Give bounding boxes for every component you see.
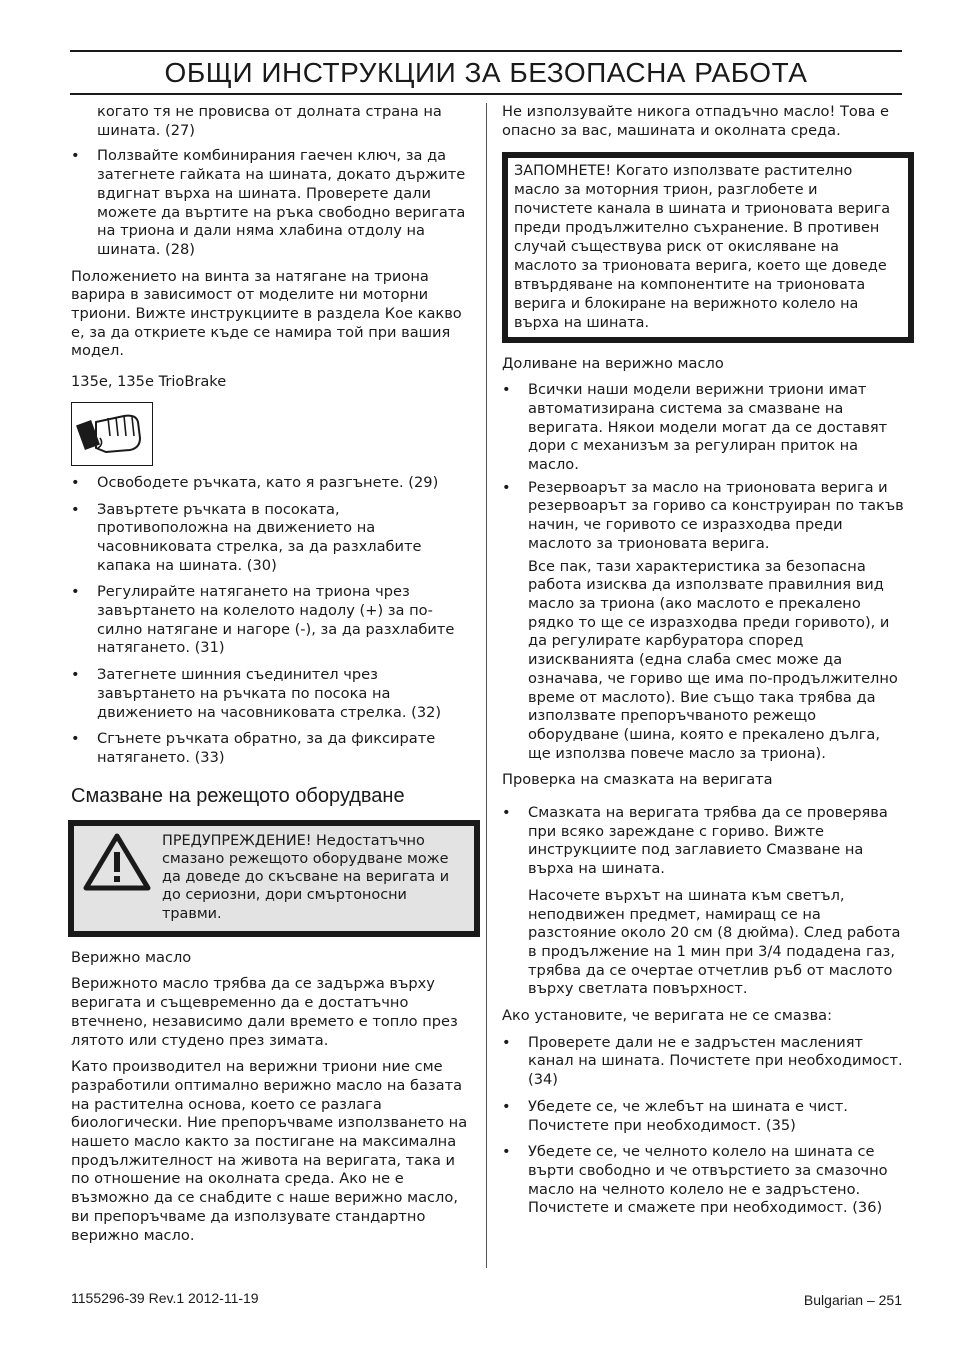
- footer-page-number: Bulgarian – 251: [803, 1292, 902, 1308]
- list-item: [71, 501, 471, 576]
- list-item-text: Освободете ръчката, като я разгънете. (29): [97, 473, 439, 491]
- warning-text: ПРЕДУПРЕЖДЕНИЕ! Недостатъчно смазано режещото оборудване може да доведе до скъсване на веригата и до сериозни, дори смъртоносни травми.: [162, 832, 450, 922]
- list-item: [502, 1034, 904, 1090]
- left-column: [71, 103, 471, 1253]
- page-title: ОБЩИ ИНСТРУКЦИИ ЗА БЕЗОПАСНА РАБОТА: [164, 57, 808, 88]
- bullet-mark: •: [71, 583, 80, 601]
- section-heading: Смазване на режещото оборудване: [71, 784, 405, 807]
- list-item-text: Убедете се, че жлебът на шината е чист. Почистете при необходимост. (35): [528, 1097, 848, 1134]
- paragraph-oil-2: Като производител на верижни триони ние сме разработили оптимално верижно масло на базата на растителна основа, което се разлага биологически. Ние препоръчваме използването на нашето масло както за постигане на максимална продължителност на живота на веригата, така и по отношение на околната среда. Ако не е възможно да се снабдите с наше верижно масло, ви препоръчваме да използувате стандартно верижно масло.: [71, 1058, 468, 1244]
- column-divider: [486, 103, 487, 1268]
- warning-box: [68, 820, 480, 937]
- bullet-mark: •: [71, 666, 80, 684]
- list-item: [502, 1143, 904, 1218]
- list-item-text: Регулирайте натягането на триона чрез завъртането на колелото надолу (+) за по-силно натягане и нагоре (-), за да разхлабите натягането. (31): [97, 583, 455, 657]
- list-item: [71, 730, 471, 767]
- footer-doc-id: 1155296-39 Rev.1 2012-11-19: [71, 1290, 259, 1306]
- header-bottom-rule: [70, 93, 902, 95]
- list-item-text: Сгънете ръчката обратно, за да фиксирате натягането. (33): [97, 730, 436, 766]
- list-item-text: Завъртете ръчката в посоката, противоположна на движението на часовниковата стрелка, за да разхлабите капака на шината. (30): [97, 500, 422, 574]
- subheading-chain-oil: Верижно масло: [71, 948, 192, 966]
- note-box: ЗАПОМНЕТЕ! Когато използвате растително масло за моторния трион, разглобете и почистете канала в шината и трионовата верига преди продължително съхранение. В противен случай съществува риск от окисляване на маслото за трионовата верига, което ще доведе втвърдяване на компонентите на трионовата верига и блокиране на верижното колело на върха на шината.: [502, 152, 914, 342]
- list-item-text: Проверете дали не е задръстен масленият канал на шината. Почистете при необходимост. (34): [528, 1033, 903, 1089]
- list-item-text: Всички наши модели верижни триони имат автоматизирана система за смазване на веригата. Някои модели могат да се доставят дори с механизъм за регулиран приток на масло.: [528, 381, 888, 474]
- list-item: [502, 479, 904, 554]
- list-item: [71, 147, 471, 259]
- bullet-mark: •: [502, 478, 511, 496]
- indented-paragraph: Все пак, тази характеристика за безопасна работа изисква да използвате правилния вид масло за триона (ако маслото е прекалено рядко то ще се изразходва преди горивото), и да регулирате карбуратора според изискванията (една слаба смес може да означава, че гориво ще има по-продължително време от маслото). Вие също така трябва да използвате препоръчваното режещо оборудване (шина, която е прекалено дълга, ще използва повече масло за триона).: [528, 557, 898, 762]
- list-item-text: Ползвайте комбинирания гаечен ключ, за да затегнете гайката на шината, докато държите вдигнат върха на шината. Проверете дали можете да въртите на ръка свободно веригата на триона и дали няма хлабина отдолу на шината. (28): [97, 147, 466, 258]
- bullet-mark: •: [502, 381, 511, 399]
- list-item: [71, 583, 471, 658]
- subheading-chain-check: Проверка на смазката на веригата: [502, 771, 773, 789]
- bullet-mark: •: [502, 1143, 511, 1161]
- list-item: [502, 381, 904, 475]
- bullet-mark: •: [71, 500, 80, 518]
- continued-text: когато тя не провисва от долната страна на шината. (27): [97, 103, 442, 139]
- bullet-mark: •: [502, 804, 511, 822]
- right-column: [502, 103, 904, 1226]
- list-item: [502, 804, 904, 879]
- paragraph-oil-1: Верижното масло трябва да се задържа върху веригата и същевременно да е достатъчно втечнено, независимо дали времето е топло през лятото или студено през зимата.: [71, 975, 458, 1049]
- bullet-mark: •: [71, 730, 80, 748]
- indented-paragraph: Насочете върхът на шината към светъл, неподвижен предмет, намиращ се на разстояние около 20 см (8 дюйма). След работа в продължение на 1 мин при 3/4 подадена газ, трябва да се очертае отчетлив ръб от маслото върху светлата повърхност.: [528, 886, 901, 998]
- warning-triangle-icon: [82, 832, 162, 923]
- list-item: [71, 474, 471, 493]
- subheading-oil-filling: Доливане на верижно масло: [502, 354, 724, 372]
- paragraph-if-not-lubricated: Ако установите, че веригата не се смазва:: [502, 1007, 833, 1025]
- bullet-mark: •: [71, 473, 80, 491]
- paragraph-waste-oil: Не използувайте никога отпадъчно масло! Това е опасно за вас, машината и околната среда.: [502, 103, 889, 139]
- list-item: [71, 666, 471, 722]
- bullet-mark: •: [71, 147, 80, 165]
- model-label: 135e, 135e TrioBrake: [71, 373, 227, 391]
- paragraph-tension-screw: Положението на винта за натягане на триона варира в зависимост от моделите ни моторни триони. Вижте инструкциите в раздела Кое какво е, за да откриете къде се намира той при вашия модел.: [71, 267, 462, 360]
- list-item-text: Затегнете шинния съединител чрез завъртането на ръчката по посока на движението на часовниковата стрелка. (32): [97, 666, 442, 721]
- list-item: [502, 1098, 904, 1135]
- list-item-text: Резервоарът за масло на трионовата верига и резервоарът за гориво са конструиран по такъв начин, че горивото се изразходва преди маслото за трионовата верига.: [528, 478, 904, 552]
- bullet-mark: •: [502, 1097, 511, 1115]
- protective-glove-icon: [71, 402, 153, 466]
- list-item-text: Смазката на веригата трябва да се проверява при всяко зареждане с гориво. Вижте инструкциите под заглавието Смазване на върха на шината.: [528, 804, 888, 878]
- list-item-text: Убедете се, че челното колело на шината се върти свободно и че отвърстието за смазочно масло на челното колело не е задръстено. Почистете и смажете при необходимост. (36): [528, 1143, 888, 1217]
- bullet-mark: •: [502, 1033, 511, 1051]
- header-top-rule: [70, 50, 902, 52]
